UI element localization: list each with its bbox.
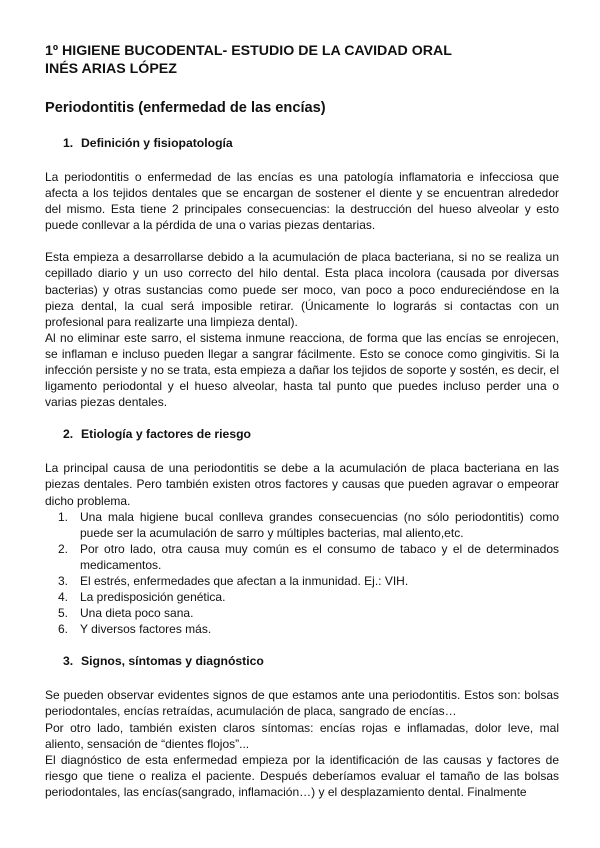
subheading-text: Etiología y factores de riesgo (81, 427, 251, 442)
list-item-number: 5. (58, 606, 69, 621)
list-item-number: 4. (58, 590, 69, 605)
list-item-text: Una dieta poco sana. (80, 606, 194, 621)
list-item-number: 2. (58, 541, 69, 556)
document-page (45, 42, 559, 800)
paragraph-etiology-intro: La principal causa de una periodontitis se debe a la acumulación de placa bacteriana en las piezas dentales. Pero también existen otros factores y causas que pueden agravar o empeorar dicho problema. (45, 461, 559, 508)
list-item-text: La predisposición genética. (80, 590, 226, 605)
author-name: INÉS ARIAS LÓPEZ (45, 61, 177, 77)
subheading-number: 2. (63, 427, 74, 442)
subheading-etiology (45, 426, 559, 442)
list-item-text: Por otro lado, otra causa muy común es el consumo de tabaco y el de determinados medicamentos. (80, 541, 559, 572)
list-item (45, 541, 559, 573)
list-item (45, 621, 559, 637)
subheading-text: Signos, síntomas y diagnóstico (81, 654, 264, 669)
list-item (45, 605, 559, 621)
paragraph-definition: La periodontitis o enfermedad de las encías es una patología inflamatoria e infecciosa que afecta a los tejidos dentales que se encargan de sostener el diente y se encuentran alrededor del mismo. Esta tiene 2 principales consecuencias: la destrucción del hueso alveolar y esto puede conllevar a la pérdida de una o varias piezas dentarias. (45, 170, 559, 233)
paragraph-gingivitis: Al no eliminar este sarro, el sistema inmune reacciona, de forma que las encías se enrojecen, se inflaman e incluso pueden llegar a sangrar fácilmente. Esto se conoce como gingivitis. Si la infección persiste y no se trata, esta empieza a dañar los tejidos de soporte y sostén, es decir, el ligamento periodontal y el hueso alveolar, hasta tal punto que puedes incluso perder una o varias piezas dentales. (45, 330, 559, 410)
subheading-signs (45, 653, 559, 669)
subheading-number: 3. (63, 654, 74, 669)
paragraph-symptoms: Por otro lado, también existen claros síntomas: encías rojas e inflamadas, dolor leve, mal aliento, sensación de “dientes flojos”... (45, 720, 559, 751)
list-item (45, 509, 559, 541)
list-item-text: El estrés, enfermedades que afectan a la inmunidad. Ej.: VIH. (80, 573, 409, 588)
subheading-number: 1. (63, 136, 74, 150)
list-item-number: 6. (58, 622, 69, 637)
list-item (45, 573, 559, 589)
risk-factors-list (45, 509, 559, 638)
list-item (45, 589, 559, 605)
section-title: Periodontitis (enfermedad de las encías) (45, 100, 326, 116)
paragraph-development: Esta empieza a desarrollarse debido a la acumulación de placa bacteriana, si no se realiza un cepillado diario y un uso correcto del hilo dental. Esta placa incolora (causada por diversas bacterias) y otras sustancias como puede ser moco, van poco a poco endureciéndose en la pieza dental, la cual será imposible retirar. (Únicamente lo lograrás si contactas con un profesional para realizarte una limpieza dental). (45, 250, 559, 329)
list-item-text: Y diversos factores más. (80, 622, 212, 637)
list-item-number: 3. (58, 573, 69, 588)
list-item-text: Una mala higiene bucal conlleva grandes consecuencias (no sólo periodontitis) como puede ser la acumulación de sarro y múltiples bacterias, mal aliento,etc. (80, 509, 559, 540)
subheading-text: Definición y fisiopatología (81, 136, 233, 150)
subheading-definition (45, 135, 559, 151)
paragraph-diagnosis: El diagnóstico de esta enfermedad empieza por la identificación de las causas y factores de riesgo que tiene o realiza el paciente. Después deberíamos evaluar el tamaño de las bolsas periodontales, las encías(sangrado, inflamación…) y el desplazamiento dental. Finalmente (45, 752, 559, 799)
list-item-number: 1. (58, 509, 69, 524)
paragraph-signs: Se pueden observar evidentes signos de que estamos ante una periodontitis. Estos son: bolsas periodontales, encías retraídas, acumulación de placa, sangrado de encías… (45, 688, 559, 719)
document-title: 1º HIGIENE BUCODENTAL- ESTUDIO DE LA CAVIDAD ORAL (45, 43, 452, 59)
